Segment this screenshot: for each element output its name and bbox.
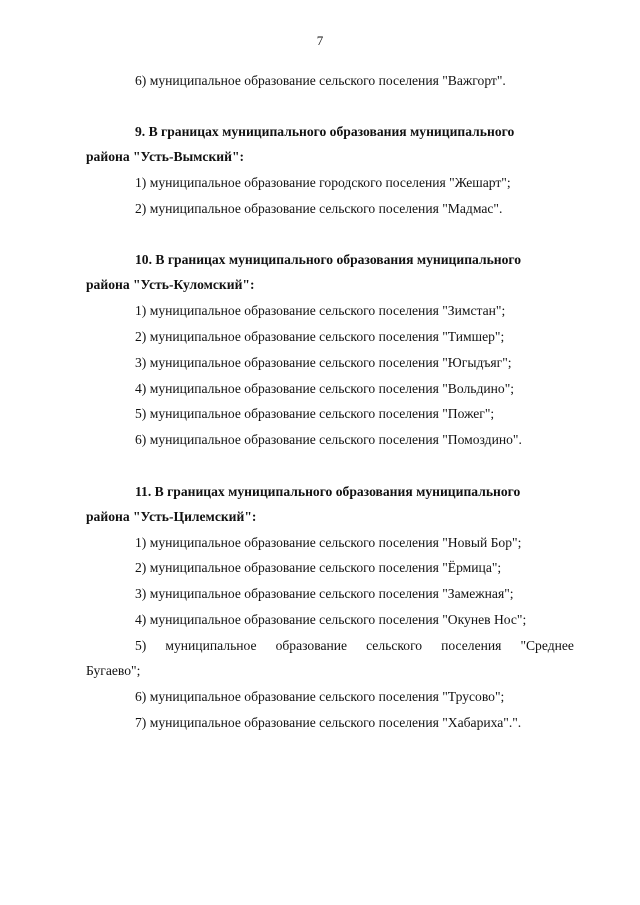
word: "Среднее: [520, 638, 574, 653]
word: муниципальное: [165, 638, 257, 653]
list-item: 6) муниципальное образование сельского поселения "Помоздино".: [135, 432, 522, 447]
section-heading-cont: района "Усть-Вымский":: [86, 149, 245, 164]
word: сельского: [366, 638, 423, 653]
list-item-justified: [86, 638, 574, 654]
list-item: 6) муниципальное образование сельского поселения "Важгорт".: [135, 73, 506, 88]
list-item: 3) муниципальное образование сельского поселения "Замежная";: [135, 586, 514, 601]
list-item: 4) муниципальное образование сельского поселения "Окунев Нос";: [135, 612, 527, 627]
list-item: 2) муниципальное образование сельского поселения "Тимшер";: [135, 329, 505, 344]
list-item: 3) муниципальное образование сельского поселения "Югыдъяг";: [135, 355, 512, 370]
list-item: 2) муниципальное образование сельского поселения "Мадмас".: [135, 201, 503, 216]
word: образование: [275, 638, 348, 653]
list-item: 7) муниципальное образование сельского поселения "Хабариха".".: [135, 715, 522, 730]
section-heading: 9. В границах муниципального образования муниципального: [135, 124, 515, 139]
list-item: 6) муниципальное образование сельского поселения "Трусово";: [135, 689, 505, 704]
section-heading: 11. В границах муниципального образования муниципального: [135, 484, 521, 499]
list-item-cont: Бугаево";: [86, 663, 141, 678]
list-item: 1) муниципальное образование сельского поселения "Зимстан";: [135, 303, 506, 318]
word: 5): [135, 638, 147, 653]
section-heading-cont: района "Усть-Куломский":: [86, 277, 255, 292]
page-number: 7: [316, 33, 324, 48]
list-item: 1) муниципальное образование городского поселения "Жешарт";: [135, 175, 511, 190]
list-item: 5) муниципальное образование сельского поселения "Пожег";: [135, 406, 495, 421]
list-item: 2) муниципальное образование сельского поселения "Ёрмица";: [135, 560, 502, 575]
section-heading: 10. В границах муниципального образования муниципального: [135, 252, 522, 267]
word: поселения: [441, 638, 502, 653]
list-item: 1) муниципальное образование сельского поселения "Новый Бор";: [135, 535, 522, 550]
list-item: 4) муниципальное образование сельского поселения "Вольдино";: [135, 381, 515, 396]
section-heading-cont: района "Усть-Цилемский":: [86, 509, 257, 524]
